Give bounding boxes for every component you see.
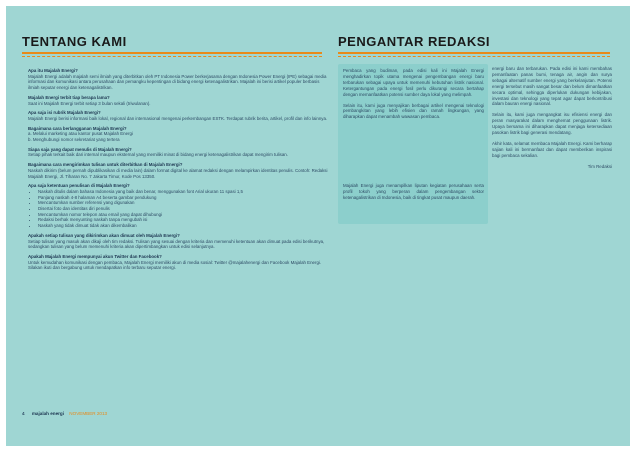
brand-name: majalah energi — [31, 411, 65, 416]
faq-answer: Naskah dikirim (belum pernah dipublikasikan di media lain) dalam format digital ke alamat redaksi dengan melampirkan identitas penulis. Contoh: Redaksi Majalah Energi, Jl. Tiharan No. 7 Jakarta Timur, Kode Pos 13350. — [28, 167, 328, 179]
faq-answer-line: a. Melalui marketing atau kantor pusat Majalah Energi — [28, 131, 133, 137]
list-item: • Panjang naskah 4-8 halaman A4 beserta gambar pendukung — [38, 195, 328, 201]
faq-question: Apa itu Majalah Energi? — [28, 68, 78, 73]
paragraph: Majalah Energi juga menampilkan liputan kegiatan perusahaan serta profil tokoh yang berperan dalam pengembangan sektor ketenagalistrikan di Indonesia, baik di tingkat pusat maupun daerah. — [343, 183, 484, 200]
right-heading-band — [338, 34, 610, 54]
faq-answer: Setiap pihak terkait baik dari internal maupun eksternal yang memiliki minat di bidang energi ketenagalistrikan dapat mengirim tulisan. — [28, 152, 288, 158]
left-heading: TENTANG KAMI — [22, 34, 127, 49]
left-heading-rule — [22, 52, 322, 54]
faq-answer: Setiap tulisan yang masuk akan dikaji oleh tim redaksi. Tulisan yang sesuai dengan kriteria dan memenuhi ketentuan akan dimuat pada edisi berikutnya, sedangkan tulisan yang belum memenuhi kriteria akan dipertimbangkan untuk edisi selanjutnya. — [28, 238, 325, 250]
right-heading-dashed-rule — [338, 56, 610, 57]
editorial-right-column — [492, 66, 612, 175]
page-number: 4 — [22, 411, 25, 416]
about-column — [28, 64, 328, 271]
faq-answer: Saat ini Majalah Energi terbit setiap 3 bulan sekali (triwulanan). — [28, 100, 151, 106]
faq-answer: Majalah Energi berisi informasi baik lokal, regional dan internasional mengenai perkembangan ESTK. Terdapat rubrik berita, artikel, profil dan info lainnya. — [28, 115, 328, 121]
list-item: • Redaksi berhak menyunting naskah tanpa mengubah isi — [38, 217, 328, 223]
list-item: • Disertai foto dan identitas diri penulis — [38, 206, 328, 212]
paragraph: energi baru dan terbarukan. Pada edisi ini kami membahas pemanfaatan panas bumi, tenaga air, angin dan surya sebagai alternatif sumber energi yang berkelanjutan. Potensi energi tersebut masih sangat besar dan belum dimanfaatkan secara optimal, sehingga diperlukan dukungan kebijakan, investasi dan teknologi yang tepat agar dapat berkontribusi dalam bauran energi nasional. — [492, 66, 612, 107]
faq-question: Bagaimana cara mengirimkan tulisan untuk diterbitkan di Majalah Energi? — [28, 162, 183, 168]
faq-question: Apakah setiap tulisan yang dikirimkan akan dimuat oleh Majalah Energi? — [28, 232, 180, 238]
issue-date: NOVEMBER 2013 — [69, 411, 108, 416]
list-item: • Mencantumkan nomor telepon atau email yang dapat dihubungi — [38, 212, 328, 218]
faq-question: Apakah Majalah Energi mempunyai akun Twitter dan Facebook? — [28, 253, 162, 259]
right-heading-rule — [338, 52, 610, 54]
faq-answer-line: b. Menghubungi nomor sekretariat yang tertera — [28, 137, 120, 143]
right-heading: PENGANTAR REDAKSI — [338, 34, 490, 49]
list-item: • Mencantumkan sumber referensi yang digunakan — [38, 200, 328, 206]
faq-question: Apa saja isi rubrik Majalah Energi? — [28, 110, 101, 116]
page-footer — [22, 411, 107, 416]
editorial-middle-text — [343, 183, 484, 206]
signature: Tim Redaksi — [587, 163, 612, 169]
faq-question: Majalah Energi terbit tiap berapa lama? — [28, 94, 110, 100]
faq-question: Apa saja ketentuan penulisan di Majalah Energi? — [28, 183, 130, 189]
paragraph: Selain itu, kami juga menyajikan berbagai artikel mengenai teknologi pembangkitan yang lebih efisien dan ramah lingkungan, yang diharapkan dapat menambah wawasan pembaca. — [343, 102, 484, 120]
paragraph: Pembaca yang budiman, pada edisi kali ini Majalah Energi menghadirkan topik utama mengenai pengembangan energi baru terbarukan sebagai upaya untuk memenuhi kebutuhan listrik nasional. Ketergantungan pada energi fosil perlu dikurangi secara bertahap dengan memanfaatkan potensi sumber daya lokal yang melimpah. — [343, 68, 484, 97]
left-heading-band — [22, 34, 322, 54]
left-heading-dashed-rule — [22, 56, 322, 57]
faq-question: Siapa saja yang dapat menulis di Majalah Energi? — [28, 146, 132, 152]
paragraph: Akhir kata, selamat membaca Majalah Energi. Kami berharap sajian kali ini bermanfaat dan dapat memberikan inspirasi bagi pembaca sekalian. — [492, 140, 612, 158]
faq-rules-list — [28, 189, 328, 229]
list-item: • Naskah yang tidak dimuat tidak akan dikembalikan — [38, 223, 328, 229]
faq-question: Bagaimana cara berlangganan Majalah Energi? — [28, 125, 127, 131]
editorial-box-text — [343, 68, 484, 125]
paragraph: Selain itu, kami juga mengangkat isu efisiensi energi dan peran masyarakat dalam menghemat penggunaan listrik. Upaya bersama ini diharapkan dapat menjaga ketersediaan pasokan listrik bagi generasi mendatang. — [492, 112, 612, 136]
faq-answer: Untuk kemudahan komunikasi dengan pembaca, Majalah Energi memiliki akun di media sosial: Twitter @majalahenergi dan Facebook Majalah Energi. Silakan ikuti dan bergabung untuk mendapatkan info terbaru seputar energi. — [28, 259, 322, 271]
list-item: • Naskah ditulis dalam bahasa Indonesia yang baik dan benar, menggunakan font Arial ukuran 11 spasi 1,5 — [38, 189, 328, 195]
faq-answer: Majalah Energi adalah majalah semi ilmiah yang diterbitkan oleh PT Indonesia Power berkerjasama dengan Indonesia Power Energi (IPE) sebagai media informasi dan komunikasi antara perusahaan dan pemangku kepentingan di bidang energi ketenagalistrikan. Majalah ini berisi artikel populer berbasis ilmiah seputar energi dan ketenagalistrikan. — [28, 73, 327, 91]
